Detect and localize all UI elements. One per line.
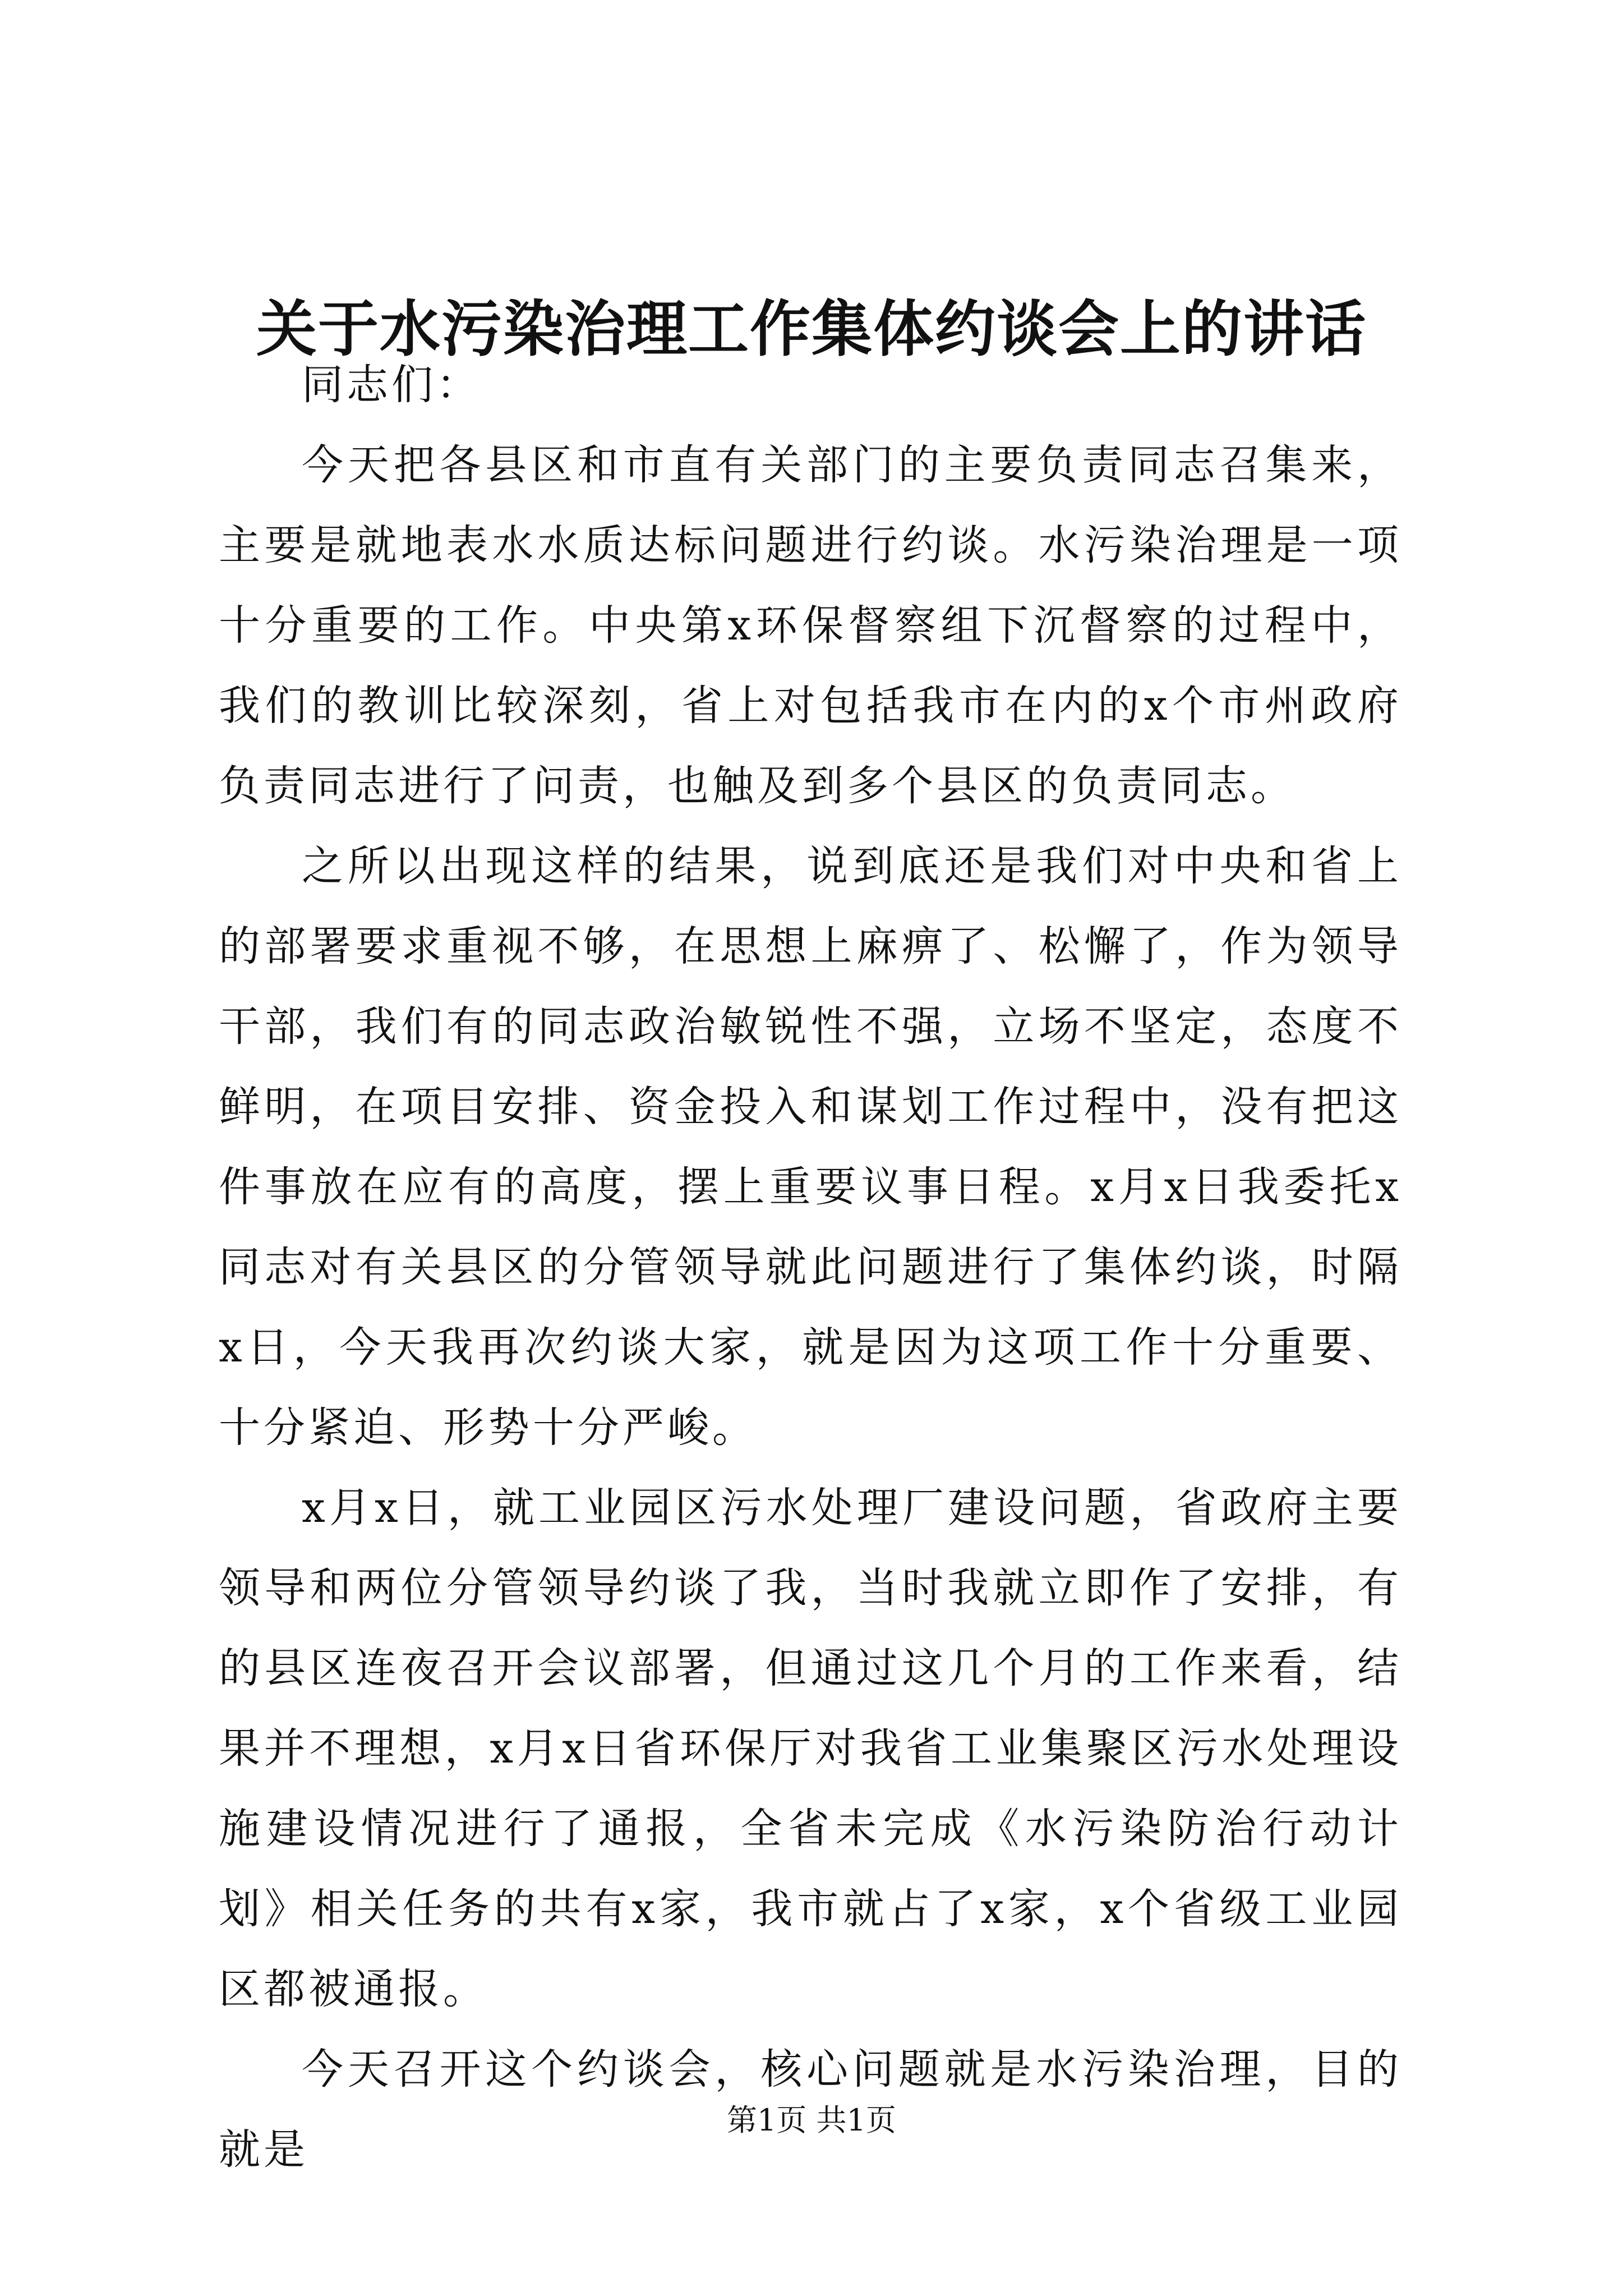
salutation: 同志们： (302, 361, 481, 409)
paragraph-1: 今天把各县区和市直有关部门的主要负责同志召集来，主要是就地表水水质达标问题进行约谈。水污染治理是一项十分重要的工作。中央第x环保督察组下沉督察的过程中，我们的教训比较深刻，省上对包括我市在内的x个市州政府负责同志进行了问责，也触及到多个县区的负责同志。 (219, 441, 1402, 810)
page-footer: 第1页 共1页 (727, 2102, 896, 2138)
paragraph-2: 之所以出现这样的结果，说到底还是我们对中央和省上的部署要求重视不够，在思想上麻痹了、松懈了，作为领导干部，我们有的同志政治敏锐性不强，立场不坚定，态度不鲜明，在项目安排、资金投入和谋划工作过程中，没有把这件事放在应有的高度，摆上重要议事日程。x月x日我委托x同志对有关县区的分管领导就此问题进行了集体约谈，时隔x日，今天我再次约谈大家，就是因为这项工作十分重要、十分紧迫、形势十分严峻。 (219, 842, 1402, 1452)
paragraph-3: x月x日，就工业园区污水处理厂建设问题，省政府主要领导和两位分管领导约谈了我，当时我就立即作了安排，有的县区连夜召开会议部署，但通过这几个月的工作来看，结果并不理想，x月x日省环保厅对我省工业集聚区污水处理设施建设情况进行了通报，全省未完成《水污染防治行动计划》相关任务的共有x家，我市就占了x家，x个省级工业园区都被通报。 (219, 1484, 1402, 2013)
paragraph-4: 今天召开这个约谈会，核心问题就是水污染治理，目的就是 (219, 2045, 1402, 2174)
document-body (219, 345, 1402, 2190)
document-title: 关于水污染治理工作集体约谈会上的讲话 (256, 294, 1367, 365)
